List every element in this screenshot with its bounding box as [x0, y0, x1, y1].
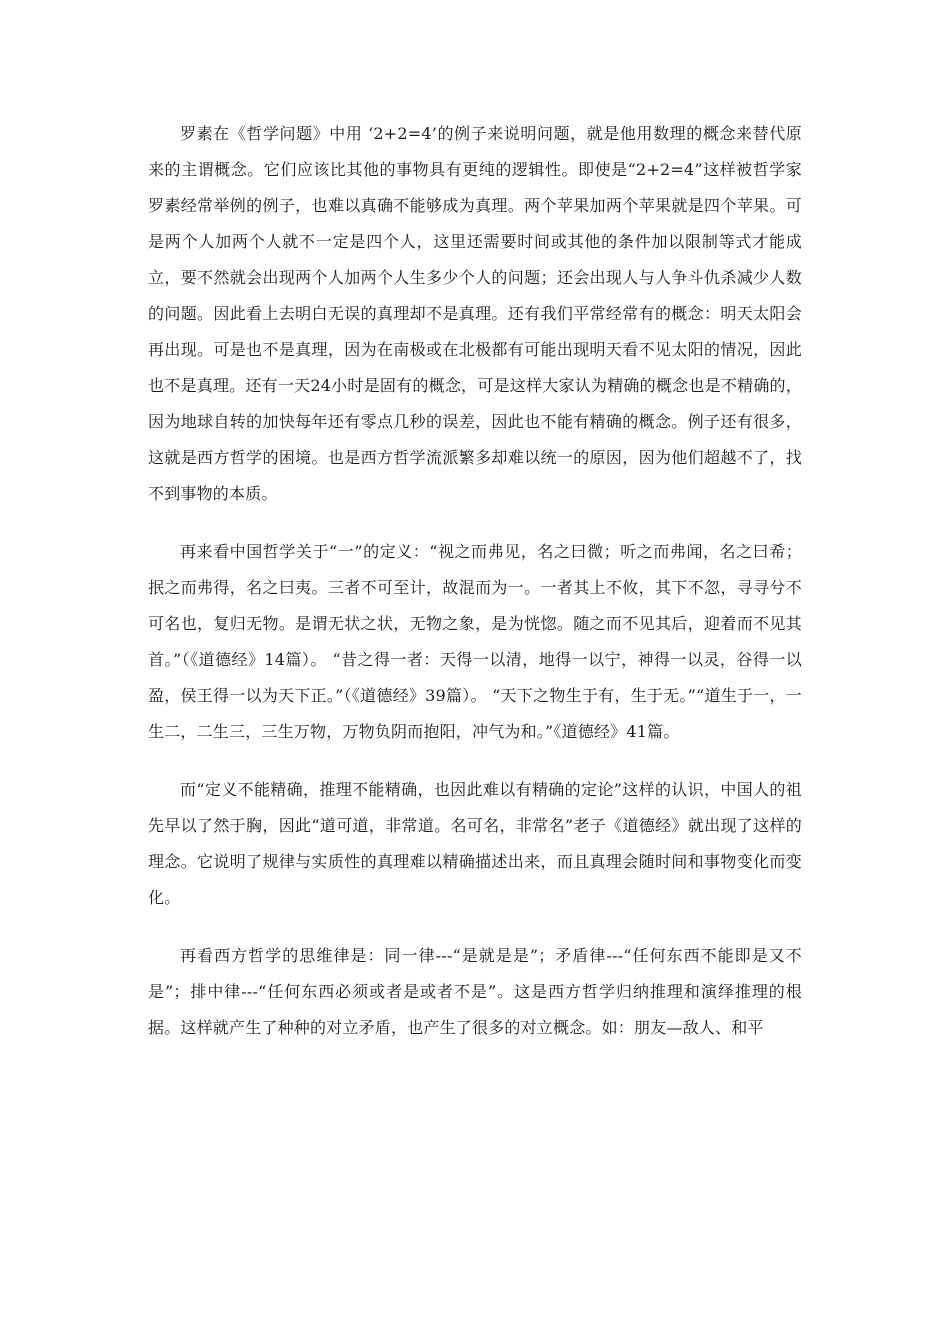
paragraph-dao-ke-dao: 而“定义不能精确，推理不能精确，也因此难以有精确的定论”这样的认识，中国人的祖先早以了然于胸，因此“道可道，非常道。名可名，非常名”老子《道德经》就出现了这样的理念。它说明了规律与实质性的真理难以精确描述出来，而且真理会随时间和事物变化而变化。 — [148, 780, 802, 907]
paragraph-western-laws-of-thought: 再看西方哲学的思维律是：同一律---“是就是是”；矛盾律---“任何东西不能即是又不是”；排中律---“任何东西必须或者是或者不是”。这是西方哲学归纳推理和演绎推理的根据。这样就产生了种种的对立矛盾，也产生了很多的对立概念。如：朋友—敌人、和平 — [148, 946, 802, 1037]
paragraph-chinese-one-definition: 再来看中国哲学关于“一”的定义：“视之而弗见，名之曰微；听之而弗闻，名之曰希；抿之而弗得，名之曰夷。三者不可至计，故混而为一。一者其上不攸，其下不忽，寻寻兮不可名也，复归无物。是谓无状之状，无物之象，是为恍惚。随之而不见其后，迎着而不见其首。”（《道德经》14篇）。 “昔之得一者：天得一以清，地得一以宁，神得一以灵，谷得一以盈，侯王得一以为天下正。”（《道德经》39篇）。 “天下之物生于有，生于无。”“道生于一，一生二，二生三，三生万物，万物负阴而抱阳，冲气为和。”《道德经》41篇。 — [148, 542, 802, 741]
paragraph-russell-2plus2: 罗素在《哲学问题》中用 ‘2+2=4’的例子来说明问题，就是他用数理的概念来替代原来的主谓概念。它们应该比其他的事物具有更纯的逻辑性。即使是“2+2=4”这样被哲学家罗素经常举例的例子，也难以真确不能够成为真理。两个苹果加两个苹果就是四个苹果。可是两个人加两个人就不一定是四个人，这里还需要时间或其他的条件加以限制等式才能成立，要不然就会出现两个人加两个人生多少个人的问题；还会出现人与人争斗仇杀减少人数的问题。因此看上去明白无误的真理却不是真理。还有我们平常经常有的概念：明天太阳会再出现。可是也不是真理，因为在南极或在北极都有可能出现明天看不见太阳的情况，因此也不是真理。还有一天24小时是固有的概念，可是这样大家认为精确的概念也是不精确的，因为地球自转的加快每年还有零点几秒的误差，因此也不能有精确的概念。例子还有很多，这就是西方哲学的困境。也是西方哲学流派繁多却难以统一的原因，因为他们超越不了，找不到事物的本质。 — [148, 124, 802, 503]
